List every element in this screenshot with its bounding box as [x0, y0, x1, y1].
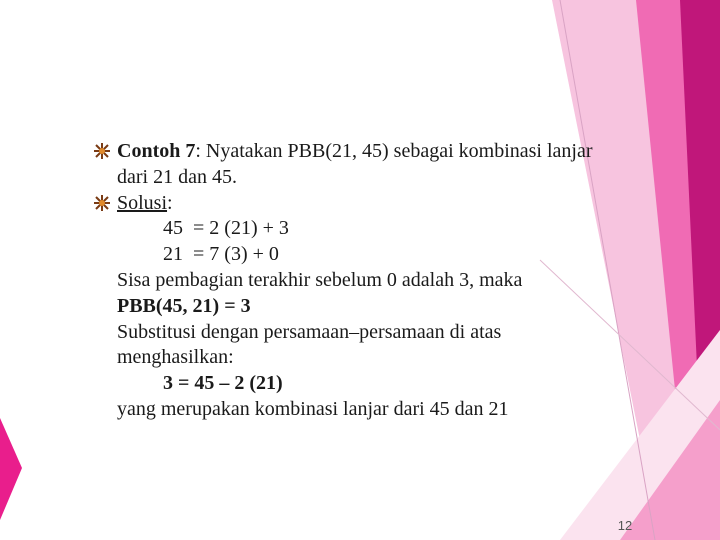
division-step-2: 21 = 7 (3) + 0 — [163, 243, 279, 266]
star-burst-icon — [93, 142, 111, 160]
example-text: : Nyatakan PBB(21, 45) sebagai kombinasi lanjar — [195, 140, 593, 162]
example-line — [117, 139, 677, 165]
substitution-text-2: menghasilkan: — [117, 346, 234, 369]
deco-left-triangle — [0, 418, 22, 520]
star-burst-icon — [93, 194, 111, 212]
remainder-text: Sisa pembagian terakhir sebelum 0 adalah 3, maka — [117, 268, 523, 291]
division-step-1: 45 = 2 (21) + 3 — [163, 217, 289, 240]
page-number: 12 — [617, 518, 633, 533]
example-label: Contoh 7 — [117, 140, 196, 162]
solution-label: Solusi — [117, 191, 168, 214]
slide-body — [117, 139, 677, 423]
gcd-result: PBB(45, 21) = 3 — [117, 294, 251, 317]
substitution-text-1: Substitusi dengan persamaan–persamaan di atas — [117, 320, 502, 343]
linear-combination: 3 = 45 – 2 (21) — [163, 372, 283, 395]
example-continuation: dari 21 dan 45. — [117, 165, 237, 188]
solution-line — [117, 191, 677, 217]
conclusion-text: yang merupakan kombinasi lanjar dari 45 dan 21 — [117, 397, 509, 420]
solution-colon: : — [167, 191, 173, 214]
